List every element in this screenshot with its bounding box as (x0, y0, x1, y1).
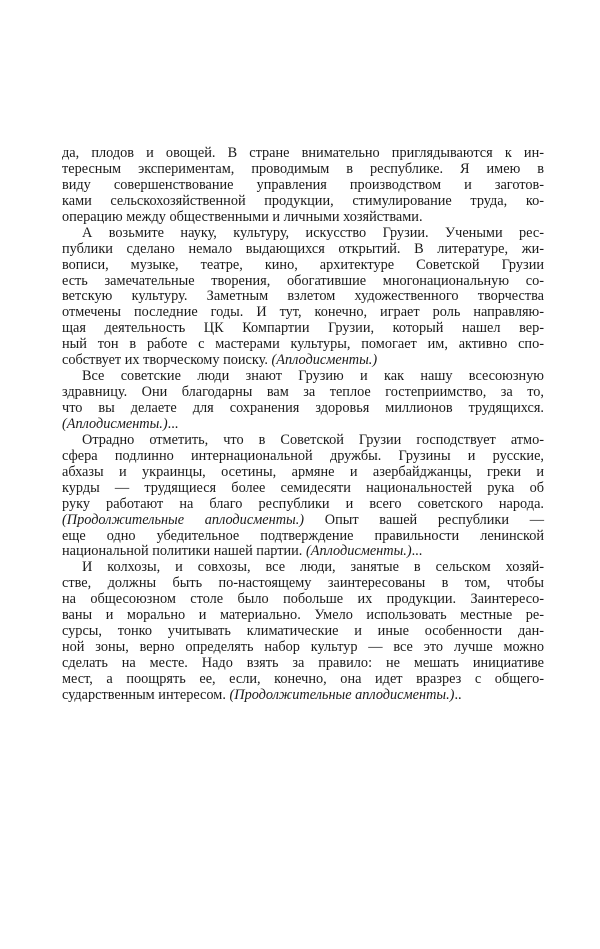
text-line (62, 529, 544, 545)
text-line (62, 465, 544, 481)
text-line (62, 608, 544, 624)
text-line (62, 194, 544, 210)
paragraph (62, 433, 544, 561)
text-segment: А возьмите науку, культуру, искусство Грузии. Учеными рес- (82, 224, 544, 241)
applause-remark: (Продолжительные аплодисменты.) (62, 511, 305, 528)
text-line (62, 481, 544, 497)
text-segment: ветскую культуру. Заметным взлетом художественного творчества (62, 288, 544, 305)
text-line (62, 369, 544, 385)
text-segment: операцию между общественными и личными хозяйствами. (62, 208, 423, 225)
text-line (62, 258, 544, 274)
text-segment: да, плодов и овощей. В стране внимательно приглядываются к ин- (62, 145, 544, 161)
text-segment: есть замечательные творения, обогатившие многонациональную со- (62, 272, 544, 289)
text-segment: ной зоны, верно определять набор культур — все это лучше можно (62, 639, 544, 656)
text-line (62, 353, 544, 369)
text-line (62, 688, 544, 704)
text-line (62, 226, 544, 242)
text-segment: сделать на месте. Надо взять за правило: не мешать инициативе (62, 655, 544, 671)
text-line (62, 321, 544, 337)
text-segment: ваны и морально и материально. Умело использовать местные ре- (62, 607, 544, 624)
text-line (62, 242, 544, 258)
text-segment: еще одно убедительное подтверждение правильности ленинской (62, 527, 544, 544)
applause-remark: (Аплодисменты.) (305, 543, 412, 560)
text-line (62, 162, 544, 178)
text-segment: .. (454, 686, 462, 703)
text-segment: Опыт вашей республики — (304, 511, 544, 528)
text-segment: мест, а поощрять ее, если, конечно, она идет вразрез с общего- (62, 670, 544, 687)
applause-remark: (Аплодисменты.) (271, 352, 378, 369)
text-segment: сударственным интересом. (62, 686, 230, 703)
text-line (62, 640, 544, 656)
text-line (62, 178, 544, 194)
text-line (62, 385, 544, 401)
text-segment: национальной политики нашей партии. (62, 543, 306, 560)
text-segment: руку работают на благо республики и всего советского народа. (62, 495, 544, 512)
text-segment: ... (411, 543, 423, 560)
text-segment: публики сделано немало выдающихся открытий. В литературе, жи- (62, 240, 544, 257)
text-segment: что вы делаете для сохранения здоровья миллионов трудящихся. (62, 400, 544, 416)
paragraph (62, 226, 544, 369)
text-line (62, 497, 544, 513)
paragraph (62, 369, 544, 433)
text-line (62, 401, 544, 417)
text-line (62, 544, 544, 560)
text-line (62, 337, 544, 353)
text-segment: стве, должны быть по-настоящему заинтересованы в том, чтобы (62, 575, 544, 592)
text-line (62, 417, 544, 433)
text-line (62, 449, 544, 465)
text-line (62, 305, 544, 321)
text-line (62, 433, 544, 449)
text-segment: ный тон в работе с мастерами культуры, помогает им, активно спо- (62, 336, 544, 353)
text-segment: курды — трудящиеся более семидесяти национальностей рука об (62, 479, 544, 496)
text-segment: сфера подлинно интернациональной дружбы. Грузины и русские, (62, 447, 544, 464)
text-line (62, 672, 544, 688)
text-line (62, 289, 544, 305)
text-segment: ... (167, 415, 179, 432)
paragraph (62, 560, 544, 703)
text-segment: отмечены последние годы. И тут, конечно, играет роль направляю- (62, 304, 544, 321)
text-line (62, 210, 544, 226)
applause-remark: (Продолжительные аплодисменты.) (229, 686, 455, 703)
text-segment: щая деятельность ЦК Компартии Грузии, который нашел вер- (62, 320, 544, 337)
text-line (62, 274, 544, 290)
text-line (62, 624, 544, 640)
text-segment: сурсы, тонко учитывать климатические и иные особенности дан- (62, 623, 544, 640)
text-line (62, 513, 544, 529)
text-segment: вописи, музыке, театре, кино, архитектуре Советской Грузии (62, 256, 544, 273)
text-segment: виду совершенствование управления производством и заготов- (62, 176, 544, 193)
text-segment: Отрадно отметить, что в Советской Грузии господствует атмо- (82, 431, 544, 448)
text-line (62, 656, 544, 672)
text-segment: абхазы и украинцы, осетины, армяне и азербайджанцы, греки и (62, 463, 544, 480)
document-page (62, 146, 544, 704)
text-segment: тересным экспериментам, проводимым в республике. Я имею в (62, 160, 544, 177)
text-segment: И колхозы, и совхозы, все люди, занятые в сельском хозяй- (82, 559, 544, 576)
paragraph (62, 146, 544, 226)
applause-remark: (Аплодисменты.) (62, 415, 168, 432)
text-segment: здравницу. Они благодарны вам за теплое гостеприимство, за то, (62, 384, 544, 401)
text-segment: Все советские люди знают Грузию и как нашу всесоюзную (82, 368, 544, 385)
text-line (62, 576, 544, 592)
text-line (62, 146, 544, 162)
text-segment: собствует их творческому поиску. (62, 352, 272, 369)
text-segment: на общесоюзном столе было побольше их продукции. Заинтересо- (62, 591, 544, 608)
text-line (62, 560, 544, 576)
text-segment: ками сельскохозяйственной продукции, стимулирование труда, ко- (62, 192, 544, 209)
text-line (62, 592, 544, 608)
